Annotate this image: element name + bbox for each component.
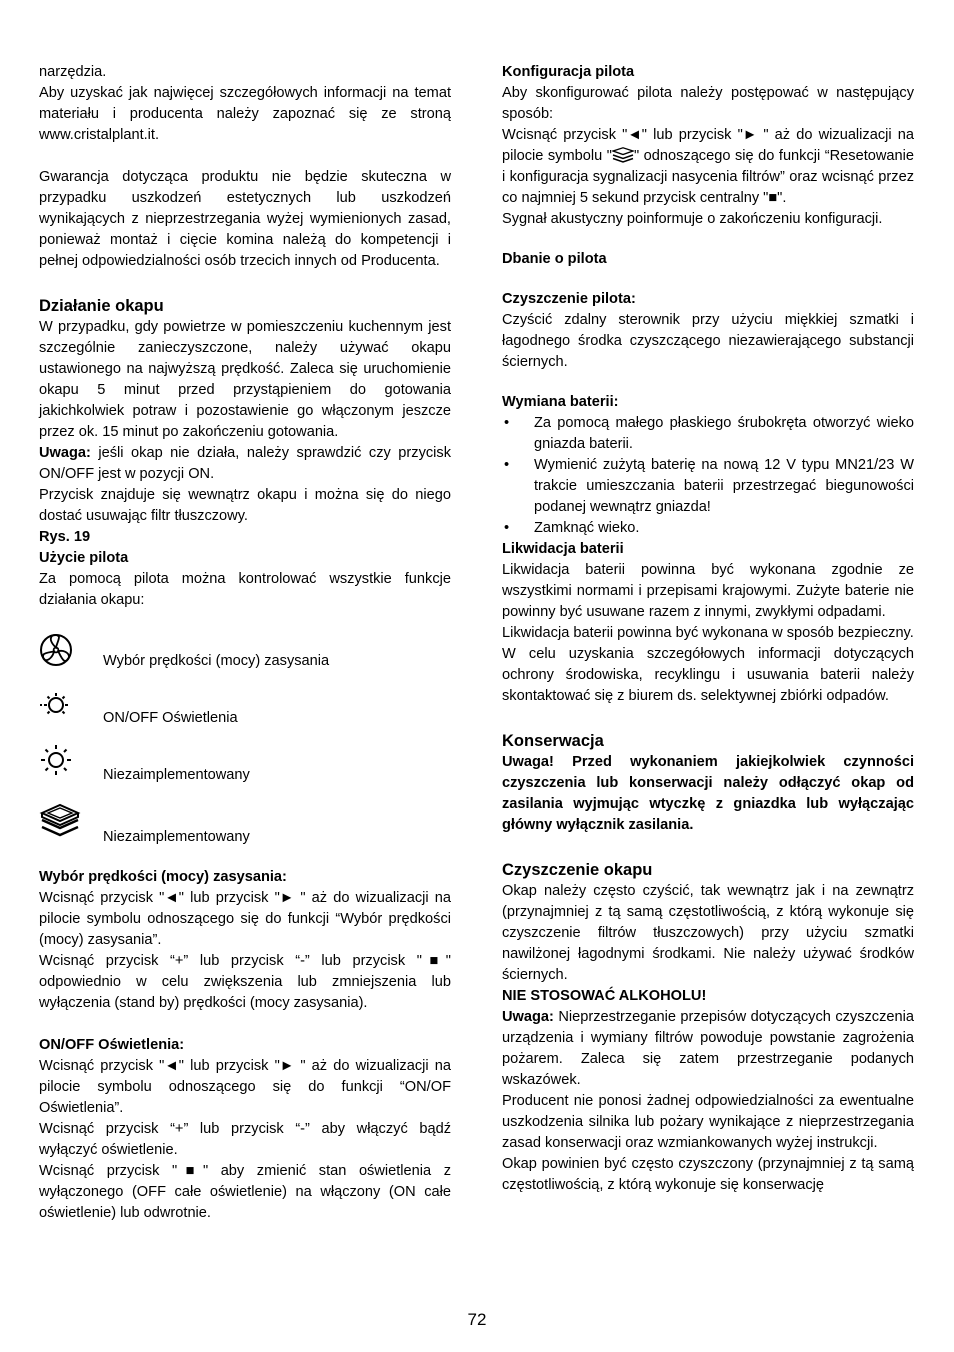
light-on-off-icon [39,691,75,727]
uwaga2-text: Nieprzestrzeganie przepisów dotyczących czyszczenia urządzenia i wymiany filtrów powoduje powstanie zagrożenia pożarem. Zaleca się zatem przestrzeganie podanych wskazówek. [502,1009,914,1088]
uzycie-paragraph: Za pomocą pilota można kontrolować wszystkie funkcje działania okapu: [39,571,451,608]
onoff-heading: ON/OFF Oświetlenia: [39,1037,185,1053]
czyszczenie-okapu-heading: Czyszczenie okapu [502,861,653,879]
filter-label: Niezaimplementowany [103,829,250,845]
czyszczenie-pilota-heading: Czyszczenie pilota: [502,291,636,307]
sun-icon [39,743,75,779]
intro-line-1: narzędzia. [39,64,107,80]
icon-row-filter [39,801,451,867]
wymiana-item-2: Wymienić zużytą baterię na nową 12 V typu MN21/23 W trakcie umieszczania baterii przestrzegać biegunowości podanej wewnątrz gniazda! [534,457,914,515]
dzialanie-heading: Działanie okapu [39,297,164,315]
likwidacja-paragraph-2: Likwidacja baterii powinna być wykonana w sposób bezpieczny. [502,625,914,641]
icon-row-light [39,691,451,743]
figure-reference: Rys. 19 [39,529,91,545]
fan-icon [39,633,75,669]
uwaga-paragraph [39,443,451,485]
uzycie-heading: Użycie pilota [39,550,129,566]
czyszczenie-pilota-paragraph: Czyścić zdalny sterownik przy użyciu miękkiej szmatki i łagodnego środka czyszczącego niezawierającego substancji ściernych. [502,312,914,370]
konserwacja-warning: Uwaga! Przed wykonaniem jakiejkolwiek czynności czyszczenia lub konserwacji należy odłączyć okap od zasilania wyjmując wtyczkę z gniazdka lub wyłączając główny wyłącznik zasilania. [502,754,914,833]
wymiana-list [502,413,914,539]
konfig-paragraph-1: Aby skonfigurować pilota należy postępować w następujący sposób: [502,85,914,122]
wymiana-item-3: Zamknąć wieko. [534,520,640,536]
okap-paragraph: Okap powinien być często czyszczony (przynajmniej z tą samą częstotliwością, z którą wykonuje się konserwację [502,1156,914,1193]
konfig-text-b: " odnoszącego się do funkcji “Resetowanie i konfiguracja sygnalizacji nasycenia filtrów” oraz wcisnąć przez co najmniej 5 sekund przycisk centralny "■". [502,148,914,206]
likwidacja-paragraph-1: Likwidacja baterii powinna być wykonana zgodnie ze wszystkimi normami i przepisami krajowymi. Zużyte baterie nie powinny być usuwane razem z innymi, zwykłymi odpadami. [502,562,914,620]
fan-label: Wybór prędkości (mocy) zasysania [103,653,330,669]
filter-stack-inline-icon [612,147,634,163]
left-column [39,62,451,1224]
dzialanie-paragraph: W przypadku, gdy powietrze w pomieszczeniu kuchennym jest szczególnie zanieczyszczone, należy używać okapu ustawionego na najwyższą prędkość. Zaleca się uruchomienie okapu 5 minut przed przystąpieniem do gotowania jakichkolwiek potraw i pozostawienie go włączonym jeszcze przez ok. 15 minut po zakończeniu gotowania. [39,319,451,440]
czyszczenie-okapu-paragraph: Okap należy często czyścić, tak wewnątrz jak i na zewnątrz (przynajmniej z tą samą częstotliwością, z którą wykonuje się czyszczenie filtrów tłuszczowych) przy użyciu szmatki nawilżonej łagodnymi środkami. Nie należy używać środków ściernych. [502,883,914,983]
konfig-heading: Konfiguracja pilota [502,64,635,80]
list-item [502,455,914,518]
list-item [502,413,914,455]
filter-stack-icon [39,803,81,841]
onoff-paragraph-2: Wcisnąć przycisk “+” lub przycisk “-” aby włączyć bądź wyłączyć oświetlenie. [39,1121,451,1158]
przycisk-paragraph: Przycisk znajduje się wewnątrz okapu i można się do niego dostać usuwając filtr tłuszczowy. [39,487,451,524]
onoff-paragraph-1: Wcisnąć przycisk "◄" lub przycisk "► " aż do wizualizacji na pilocie symbolu odnoszącego się do funkcji “ON/OF Oświetlenia”. [39,1058,451,1116]
likwidacja-heading: Likwidacja baterii [502,541,624,557]
konfig-paragraph-2 [502,125,914,209]
guarantee-paragraph: Gwarancja dotycząca produktu nie będzie skuteczna w przypadku uszkodzeń estetycznych lub uszkodzeń wynikających z nieprzestrzegania wyżej wymienionych zasad, ponieważ montaż i cięcie komina należą do kompetencji i pełnej odpowiedzialności osób trzecich innych od Producenta. [39,169,451,269]
onoff-paragraph-3: Wcisnąć przycisk "■" aby zmienić stan oświetlenia z wyłączonego (OFF całe oświetlenie) na włączony (ON całe oświetlenie) lub odwrotnie. [39,1163,451,1221]
konfig-paragraph-3: Sygnał akustyczny poinformuje o zakończeniu konfiguracji. [502,211,883,227]
dbanie-heading: Dbanie o pilota [502,251,607,267]
konfig-text-a: Wcisnąć przycisk "◄" lub przycisk "► " aż do wizualizacji na pilocie symbolu " [502,127,914,164]
sun-label: Niezaimplementowany [103,767,250,783]
uwaga2-paragraph [502,1007,914,1091]
likwidacja-paragraph-3: W celu uzyskania szczegółowych informacji dotyczących ochrony środowiska, recyklingu i usuwania baterii należy skontaktować się z biurem ds. selektywnej zbiórki odpadów. [502,646,914,704]
wymiana-item-1: Za pomocą małego płaskiego śrubokręta otworzyć wieko gniazda baterii. [534,415,914,452]
icon-row-sun [39,743,451,801]
intro-line-2: Aby uzyskać jak najwięcej szczegółowych informacji na temat materiału i producenta należy zapoznać się ze stroną www.cristalplant.it. [39,85,451,143]
right-column [502,62,914,1196]
producent-paragraph: Producent nie ponosi żadnej odpowiedzialności za ewentualne uszkodzenia silnika lub pożary wynikające z nieprzestrzegania zasad konserwacji oraz wzmiankowanych wyżej instrukcji. [502,1093,914,1151]
wymiana-heading: Wymiana baterii: [502,394,619,410]
bullet: • [504,457,510,473]
uwaga2-label: Uwaga: [502,1009,554,1025]
icon-row-fan [39,633,451,691]
wybor-paragraph-2: Wcisnąć przycisk “+” lub przycisk “-” lub przycisk "■" odpowiednio w celu zwiększenia lub zmniejszenia lub wyłączenia (stand by) prędkości (mocy zasysania). [39,953,451,1011]
wybor-paragraph-1: Wcisnąć przycisk "◄" lub przycisk "► " aż do wizualizacji na pilocie symbolu odnoszącego się do funkcji “Wybór prędkości (mocy) zasysania”. [39,890,451,948]
list-item [502,518,914,539]
uwaga-text: jeśli okap nie działa, należy sprawdzić czy przycisk ON/OFF jest w pozycji ON. [39,445,451,482]
wybor-heading: Wybór prędkości (mocy) zasysania: [39,869,287,885]
bullet: • [504,520,510,536]
konserwacja-heading: Konserwacja [502,732,604,750]
nie-stosowac-alkoholu: NIE STOSOWAĆ ALKOHOLU! [502,988,707,1004]
uwaga-label: Uwaga: [39,445,91,461]
page-number: 72 [467,1310,487,1329]
bullet: • [504,415,510,431]
light-label: ON/OFF Oświetlenia [103,710,238,726]
